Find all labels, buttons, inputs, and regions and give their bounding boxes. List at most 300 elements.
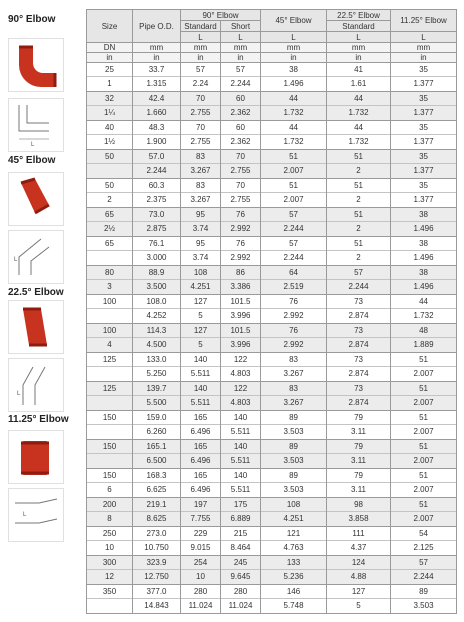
imperial-value: 9.645 [230, 572, 251, 581]
table-cell [133, 527, 181, 556]
table-cell [327, 295, 391, 324]
unit-cell: in [133, 53, 181, 63]
table-cell [221, 411, 261, 440]
imperial-value: 2.755 [230, 166, 251, 175]
table-cell [221, 353, 261, 382]
elbow-11-photo [8, 430, 64, 484]
table-cell [181, 382, 221, 411]
table-cell [133, 121, 181, 150]
metric-value: 280 [221, 585, 260, 599]
metric-value: 51 [391, 411, 456, 425]
imperial-value: 4.803 [230, 369, 251, 378]
imperial-value: 3.267 [283, 398, 304, 407]
metric-value: 38 [261, 63, 326, 77]
table-row [87, 266, 457, 295]
table-cell [327, 237, 391, 266]
imperial-value: 3.996 [230, 340, 251, 349]
header-22-elbow: 22.5° Elbow [327, 10, 391, 21]
imperial-value: 5.236 [283, 572, 304, 581]
imperial-value: 2.244 [283, 253, 304, 262]
imperial-value: 11.024 [188, 601, 213, 610]
table-cell [261, 585, 327, 614]
imperial-value: 14.843 [144, 601, 169, 610]
imperial-value: 4.88 [350, 572, 367, 581]
imperial-value: 3.267 [283, 369, 304, 378]
table-cell [181, 92, 221, 121]
metric-value: 150 [87, 411, 132, 425]
imperial-value: 1.377 [413, 166, 434, 175]
table-cell [87, 527, 133, 556]
imperial-value: 1.732 [283, 108, 304, 117]
metric-value: 95 [181, 237, 220, 251]
imperial-value: 2.362 [230, 137, 251, 146]
imperial-value [87, 454, 132, 467]
table-cell [327, 63, 391, 92]
table-cell [181, 295, 221, 324]
table-cell [221, 179, 261, 208]
metric-value: 146 [261, 585, 326, 599]
metric-value: 125 [87, 382, 132, 396]
header-letter: L [391, 32, 457, 43]
imperial-value: 5.511 [230, 485, 251, 494]
metric-value: 165 [181, 411, 220, 425]
metric-value: 377.0 [133, 585, 180, 599]
imperial-value: 4.251 [283, 514, 304, 523]
imperial-value: 1.496 [413, 224, 434, 233]
imperial-value: 2.992 [230, 253, 251, 262]
imperial-value: 5.500 [146, 398, 167, 407]
table-row [87, 556, 457, 585]
metric-value: 70 [181, 121, 220, 135]
metric-value: 125 [87, 353, 132, 367]
imperial-value [87, 599, 132, 612]
imperial-value: 1¼ [103, 108, 116, 117]
metric-value: 89 [261, 469, 326, 483]
imperial-value: 5 [356, 601, 361, 610]
metric-value: 150 [87, 440, 132, 454]
table-cell [181, 556, 221, 585]
metric-value: 73 [327, 295, 390, 309]
imperial-value: 1.377 [413, 79, 434, 88]
header-pipe-od: Pipe O.D. [133, 10, 181, 43]
metric-value: 79 [327, 411, 390, 425]
imperial-value: 2.375 [146, 195, 167, 204]
table-cell [391, 63, 457, 92]
metric-value: 65 [87, 208, 132, 222]
metric-value: 73 [327, 324, 390, 338]
metric-value: 139.7 [133, 382, 180, 396]
table-cell [133, 266, 181, 295]
imperial-value: 3.267 [190, 166, 211, 175]
elbow-45-title: 45° Elbow [8, 155, 56, 166]
table-cell [181, 179, 221, 208]
imperial-value: 2½ [103, 224, 116, 233]
table-cell [391, 353, 457, 382]
elbow-11-title: 11.25° Elbow [8, 414, 69, 425]
imperial-value: 2 [356, 224, 361, 233]
metric-value: 159.0 [133, 411, 180, 425]
table-cell [261, 556, 327, 585]
table-cell [221, 498, 261, 527]
table-row [87, 92, 457, 121]
unit-cell: mm [221, 43, 261, 53]
table-cell [133, 92, 181, 121]
table-cell [261, 179, 327, 208]
table-cell [327, 121, 391, 150]
imperial-value [87, 251, 132, 264]
header-letter: L [327, 32, 391, 43]
table-cell [133, 324, 181, 353]
metric-value: 48.3 [133, 121, 180, 135]
table-cell [133, 440, 181, 469]
imperial-value: 1.732 [348, 108, 369, 117]
table-cell [87, 295, 133, 324]
unit-cell: mm [327, 43, 391, 53]
table-cell [327, 208, 391, 237]
metric-value: 133.0 [133, 353, 180, 367]
imperial-value [87, 396, 132, 409]
table-cell [181, 208, 221, 237]
unit-cell: in [327, 53, 391, 63]
header-letter: L [221, 32, 261, 43]
table-cell [133, 63, 181, 92]
imperial-value [87, 309, 132, 322]
header-short: Short [221, 21, 261, 32]
imperial-value: 12 [105, 572, 114, 581]
metric-value: 57 [261, 237, 326, 251]
table-cell [181, 237, 221, 266]
table-cell [261, 411, 327, 440]
metric-value: 48 [391, 324, 456, 338]
elbow-22-title: 22.5° Elbow [8, 287, 64, 298]
imperial-value: 3.74 [192, 224, 209, 233]
metric-value: 350 [87, 585, 132, 599]
metric-value: 54 [391, 527, 456, 541]
imperial-value: 3.503 [283, 485, 304, 494]
metric-value: 219.1 [133, 498, 180, 512]
header-size: Size [87, 10, 133, 43]
imperial-value: 2.007 [283, 166, 304, 175]
metric-value: 89 [391, 585, 456, 599]
header-letter: L [261, 32, 327, 43]
metric-value: 50 [87, 179, 132, 193]
imperial-value: 2.992 [283, 340, 304, 349]
table-cell [221, 556, 261, 585]
unit-cell: mm [261, 43, 327, 53]
header-45-elbow: 45° Elbow [261, 10, 327, 32]
imperial-value: 2.755 [190, 108, 211, 117]
imperial-value: 2.007 [413, 456, 434, 465]
imperial-value: 1.900 [146, 137, 167, 146]
unit-cell: in [391, 53, 457, 63]
metric-value: 57 [261, 208, 326, 222]
table-cell [181, 411, 221, 440]
elbow-90-title: 90° Elbow [8, 14, 56, 25]
table-cell [221, 266, 261, 295]
imperial-value: 1.660 [146, 108, 167, 117]
table-cell [87, 121, 133, 150]
table-cell [133, 469, 181, 498]
metric-value: 229 [181, 527, 220, 541]
metric-value: 57.0 [133, 150, 180, 164]
table-cell [261, 63, 327, 92]
table-cell [221, 295, 261, 324]
imperial-value: 3.11 [351, 456, 366, 465]
table-cell [261, 469, 327, 498]
unit-cell: mm [181, 43, 221, 53]
imperial-value: 4.500 [146, 340, 167, 349]
imperial-value: 1.61 [350, 79, 367, 88]
table-cell [261, 382, 327, 411]
imperial-value: 9.015 [190, 543, 211, 552]
table-cell [87, 179, 133, 208]
table-cell [327, 353, 391, 382]
imperial-value: 4.763 [283, 543, 304, 552]
imperial-value: 2.874 [348, 340, 369, 349]
metric-value: 300 [87, 556, 132, 570]
imperial-value [87, 164, 132, 177]
table-cell [261, 353, 327, 382]
metric-value: 76.1 [133, 237, 180, 251]
metric-value: 76 [261, 324, 326, 338]
imperial-value: 3.11 [351, 427, 366, 436]
metric-value: 165 [181, 469, 220, 483]
unit-row-metric [87, 43, 457, 53]
imperial-value: 5.511 [230, 427, 251, 436]
metric-value: 114.3 [133, 324, 180, 338]
metric-value: 127 [181, 324, 220, 338]
table-cell [221, 382, 261, 411]
table-cell [87, 411, 133, 440]
imperial-value: 2.244 [348, 282, 369, 291]
product-sidebar [0, 0, 84, 622]
metric-value: 70 [221, 179, 260, 193]
table-cell [221, 121, 261, 150]
table-cell [87, 208, 133, 237]
metric-value: 89 [261, 440, 326, 454]
imperial-value: 6 [107, 485, 112, 494]
imperial-value: 3.503 [283, 456, 304, 465]
metric-value: 273.0 [133, 527, 180, 541]
table-cell [391, 179, 457, 208]
metric-value: 150 [87, 469, 132, 483]
metric-value: 35 [391, 121, 456, 135]
elbow-22-drawing [8, 358, 64, 412]
metric-value: 51 [327, 179, 390, 193]
metric-value: 40 [87, 121, 132, 135]
table-row [87, 150, 457, 179]
table-cell [133, 179, 181, 208]
metric-value: 51 [261, 150, 326, 164]
table-cell [87, 266, 133, 295]
table-cell [181, 121, 221, 150]
unit-cell: in [181, 53, 221, 63]
imperial-value: 2.007 [413, 427, 434, 436]
imperial-value: 2.519 [283, 282, 304, 291]
metric-value: 57 [221, 63, 260, 77]
metric-value: 250 [87, 527, 132, 541]
table-cell [133, 382, 181, 411]
imperial-value: 2.874 [348, 398, 369, 407]
metric-value: 254 [181, 556, 220, 570]
table-cell [181, 150, 221, 179]
imperial-value: 4.803 [230, 398, 251, 407]
metric-value: 44 [261, 121, 326, 135]
metric-value: 51 [391, 382, 456, 396]
table-cell [327, 382, 391, 411]
imperial-value [87, 367, 132, 380]
table-cell [87, 498, 133, 527]
table-cell [133, 208, 181, 237]
imperial-value: 3.74 [192, 253, 209, 262]
imperial-value: 2.244 [413, 572, 434, 581]
table-cell [133, 498, 181, 527]
table-cell [221, 63, 261, 92]
metric-value: 168.3 [133, 469, 180, 483]
imperial-value: 1.377 [413, 108, 434, 117]
metric-value: 100 [87, 324, 132, 338]
elbow-dimension-table [86, 9, 457, 614]
elbow-11-drawing [8, 488, 64, 542]
metric-value: 100 [87, 295, 132, 309]
table-cell [181, 353, 221, 382]
metric-value: 44 [261, 92, 326, 106]
imperial-value: 10 [196, 572, 205, 581]
table-cell [391, 498, 457, 527]
table-cell [327, 150, 391, 179]
table-row [87, 208, 457, 237]
metric-value: 38 [391, 237, 456, 251]
table-row [87, 498, 457, 527]
table-cell [181, 266, 221, 295]
imperial-value: 6.496 [190, 427, 211, 436]
table-row [87, 179, 457, 208]
metric-value: 57 [327, 266, 390, 280]
metric-value: 73 [327, 382, 390, 396]
metric-value: 108 [261, 498, 326, 512]
metric-value: 33.7 [133, 63, 180, 77]
metric-value: 165 [181, 440, 220, 454]
unit-cell: in [261, 53, 327, 63]
imperial-value: 1.377 [413, 195, 434, 204]
metric-value: 35 [391, 92, 456, 106]
metric-value: 280 [181, 585, 220, 599]
metric-value: 140 [221, 440, 260, 454]
table-cell [327, 324, 391, 353]
svg-text:L: L [14, 257, 18, 263]
metric-value: 70 [221, 150, 260, 164]
table-cell [327, 411, 391, 440]
imperial-value: 2.007 [413, 369, 434, 378]
metric-value: 175 [221, 498, 260, 512]
table-cell [391, 411, 457, 440]
metric-value: 51 [327, 237, 390, 251]
imperial-value: 7.755 [190, 514, 211, 523]
metric-value: 200 [87, 498, 132, 512]
imperial-value: 2.007 [283, 195, 304, 204]
metric-value: 165.1 [133, 440, 180, 454]
table-cell [391, 324, 457, 353]
table-row [87, 121, 457, 150]
imperial-value: 2.125 [413, 543, 434, 552]
imperial-value: 6.500 [146, 456, 167, 465]
metric-value: 323.9 [133, 556, 180, 570]
imperial-value: 2 [356, 195, 361, 204]
metric-value: 79 [327, 469, 390, 483]
metric-value: 80 [87, 266, 132, 280]
imperial-value: 1.732 [413, 311, 434, 320]
metric-value: 25 [87, 63, 132, 77]
metric-value: 124 [327, 556, 390, 570]
imperial-value: 4 [107, 340, 112, 349]
metric-value: 73 [327, 353, 390, 367]
metric-value: 38 [391, 208, 456, 222]
imperial-value: 2.755 [190, 137, 211, 146]
metric-value: 76 [261, 295, 326, 309]
table-cell [261, 92, 327, 121]
table-cell [261, 208, 327, 237]
table-cell [221, 324, 261, 353]
table-cell [391, 527, 457, 556]
elbow-90-drawing [8, 98, 64, 152]
metric-value: 140 [181, 382, 220, 396]
metric-value: 111 [327, 527, 390, 541]
imperial-value: 5 [198, 340, 203, 349]
table-cell [87, 353, 133, 382]
table-row [87, 440, 457, 469]
imperial-value: 3.503 [283, 427, 304, 436]
elbow-22-photo [8, 300, 64, 354]
metric-value: 86 [221, 266, 260, 280]
imperial-value: 2.992 [283, 311, 304, 320]
table-cell [133, 295, 181, 324]
table-cell [327, 498, 391, 527]
metric-value: 60 [221, 121, 260, 135]
header-11-elbow: 11.25° Elbow [391, 10, 457, 32]
imperial-value: 2.244 [283, 224, 304, 233]
imperial-value: 6.260 [146, 427, 167, 436]
imperial-value: 5.250 [146, 369, 167, 378]
imperial-value: 5.511 [190, 369, 211, 378]
table-cell [87, 556, 133, 585]
metric-value: 121 [261, 527, 326, 541]
imperial-value: 3.000 [146, 253, 167, 262]
imperial-value: 2.755 [230, 195, 251, 204]
metric-value: 51 [391, 353, 456, 367]
metric-value: 70 [181, 92, 220, 106]
imperial-value: 2.007 [413, 485, 434, 494]
table-cell [327, 556, 391, 585]
metric-value: 44 [327, 92, 390, 106]
metric-value: 98 [327, 498, 390, 512]
table-cell [391, 440, 457, 469]
table-row [87, 237, 457, 266]
imperial-value: 11.024 [228, 601, 253, 610]
metric-value: 140 [221, 411, 260, 425]
metric-value: 245 [221, 556, 260, 570]
unit-cell: in [87, 53, 133, 63]
metric-value: 60.3 [133, 179, 180, 193]
imperial-value: 8.464 [230, 543, 251, 552]
svg-text:L: L [31, 142, 35, 148]
imperial-value: 12.750 [144, 572, 169, 581]
imperial-value: 1.732 [348, 137, 369, 146]
table-cell [181, 324, 221, 353]
header-standard-22: Standard [327, 21, 391, 32]
metric-value: 133 [261, 556, 326, 570]
metric-value: 51 [391, 440, 456, 454]
imperial-value: 4.251 [190, 282, 211, 291]
